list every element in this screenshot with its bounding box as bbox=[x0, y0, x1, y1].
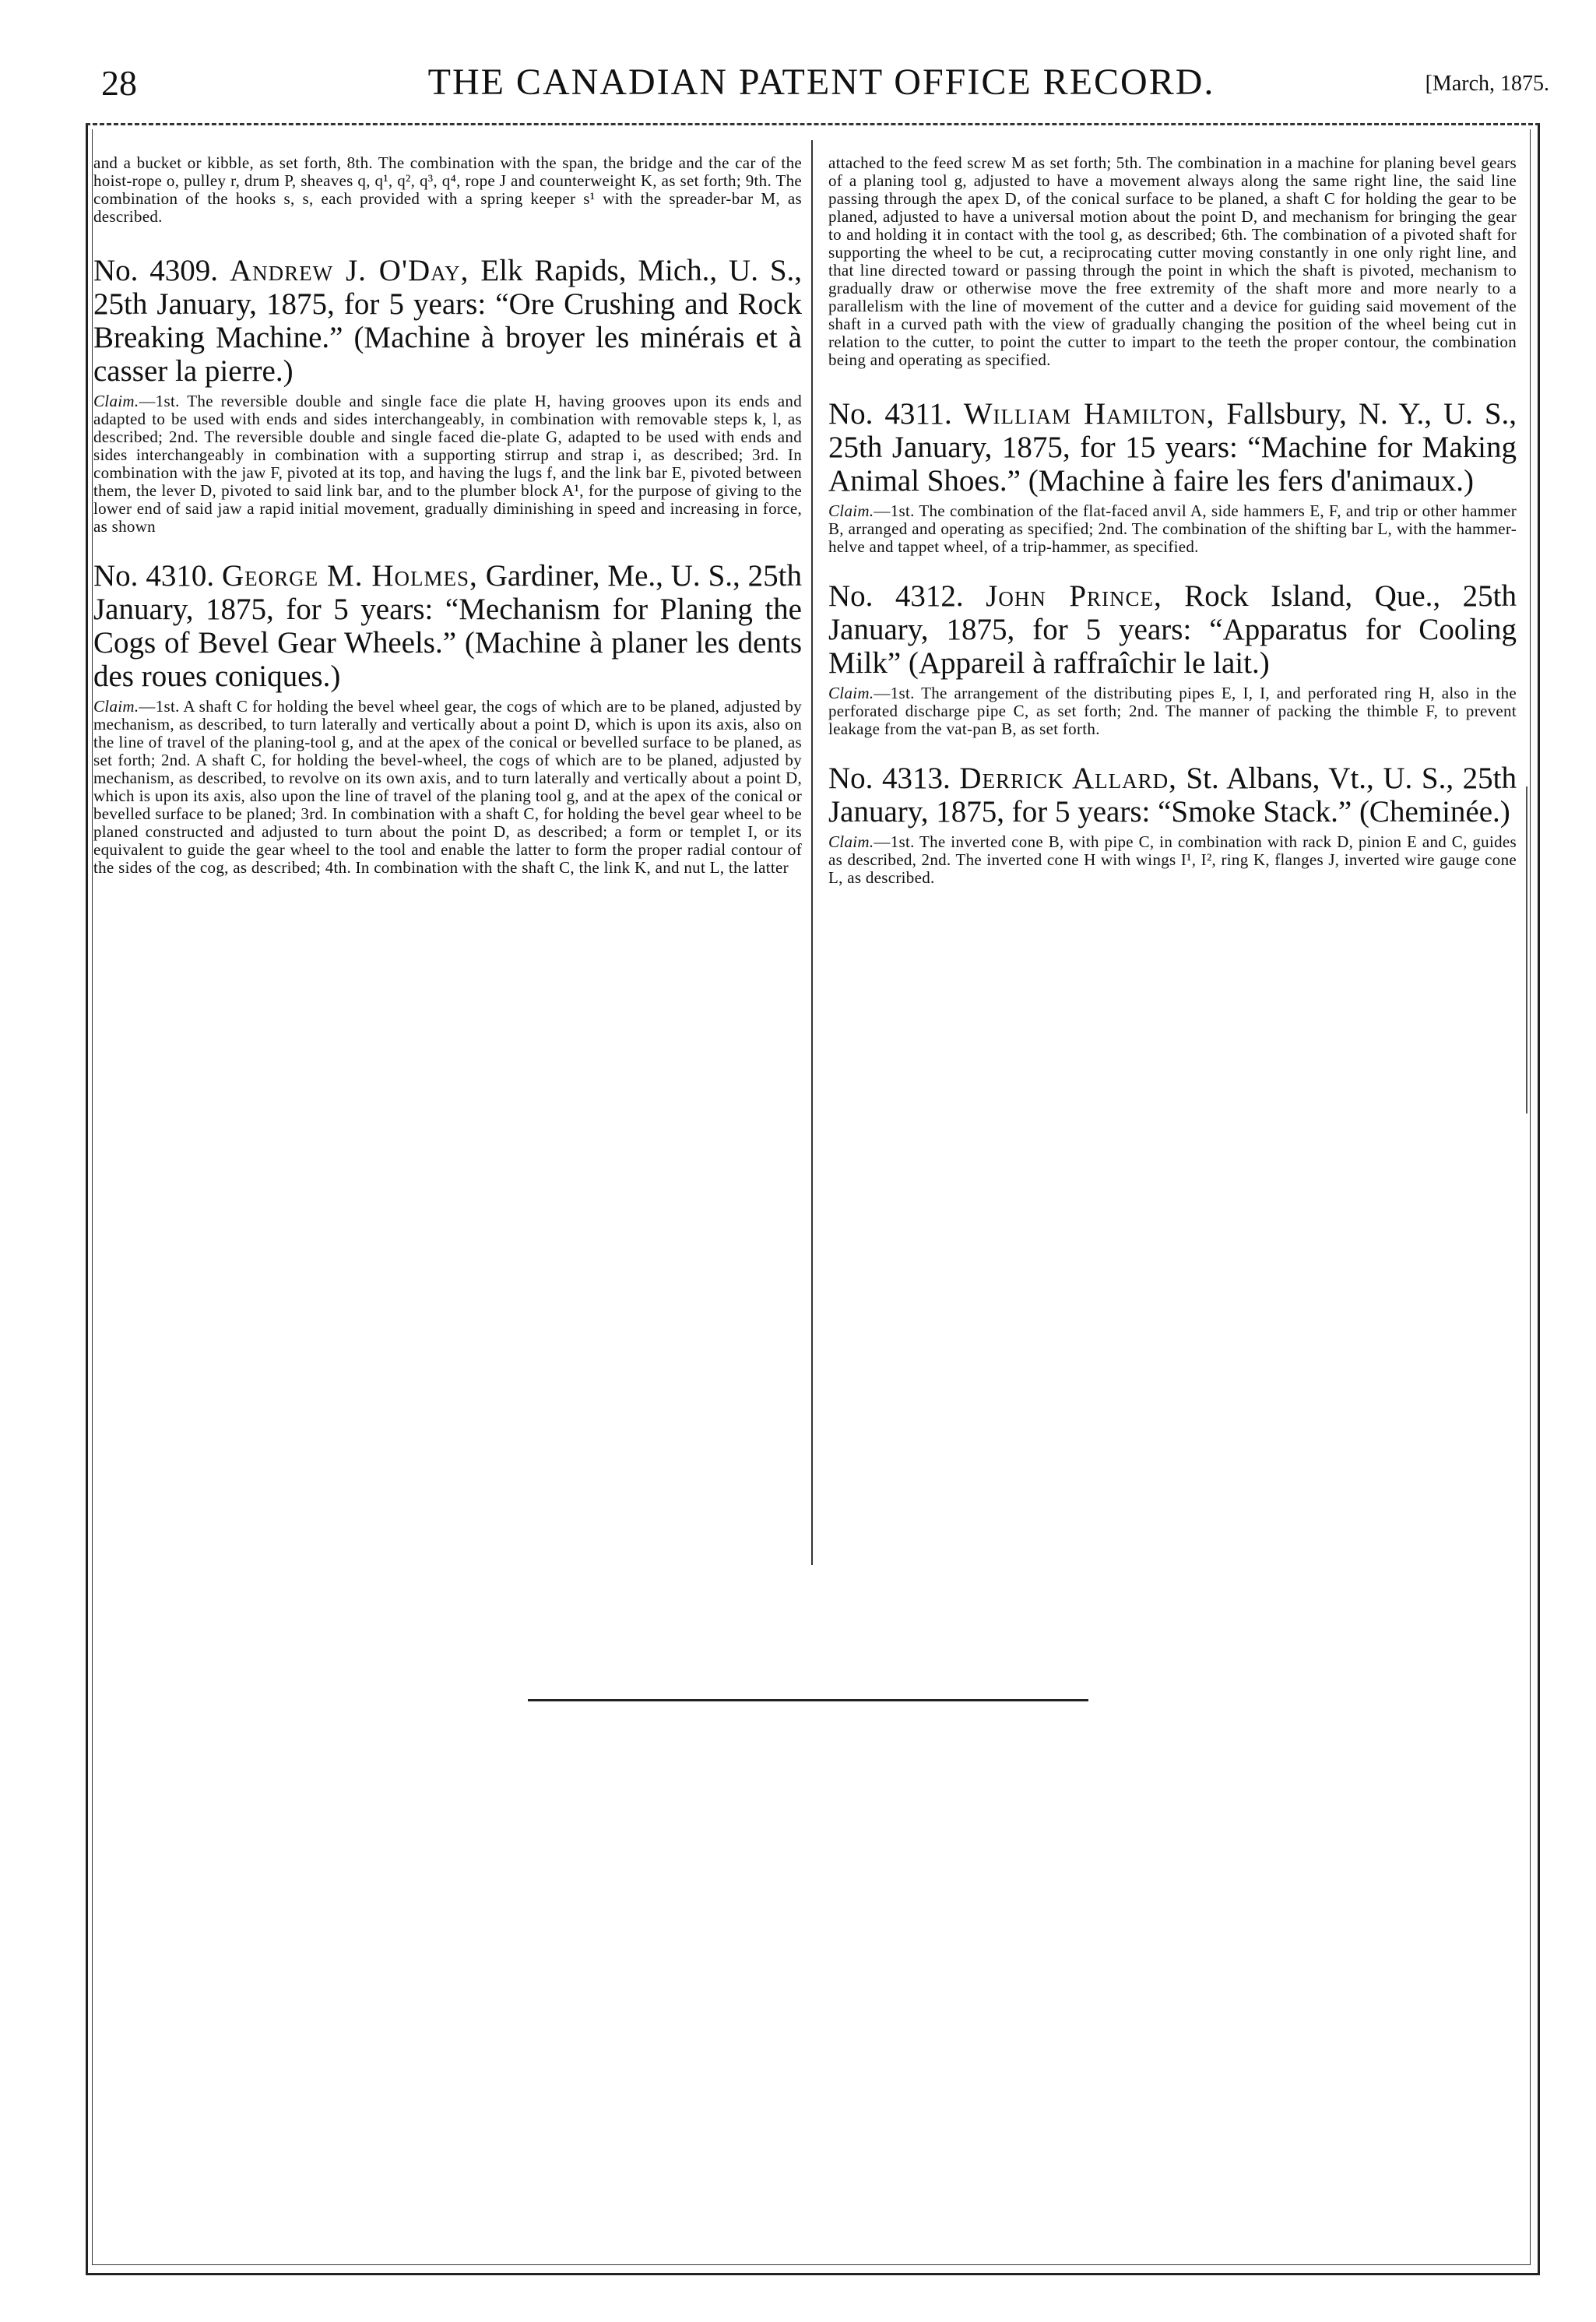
patent-details: St. Albans, Vt., U. S., 25th January, 1875, for 5 years: “Smoke Stack.” (Cheminée.) bbox=[828, 762, 1517, 829]
claim-paragraph bbox=[93, 698, 802, 877]
patent-number: No. 4311. bbox=[828, 397, 952, 431]
patent-entry bbox=[828, 397, 1517, 556]
continued-claim-text: attached to the feed screw M as set forth; 5th. The combination in a machine for planing bevel gears of a planing tool g, adjusted to have a movement always along the same right line, the said line passing through the apex D, of the conical surface to be planed, a shaft C for holding the gear to be planed, adjusted to have a universal motion about the point D, and mechanism for bringing the gear to and holding it in contact with the tool g, as described; 6th. The combination of a pivoted shaft for supporting the wheel to be cut, a reciprocating cutter moving constantly in one only right line, and that line directed toward or passing through the point in which the shaft is pivoted, mechanism to gradually draw or otherwise move the free extremity of the shaft more and more nearly to a parallelism with the line of movement of the cutter and a device for guiding said movement of the shaft in a curved path with the view of gradually changing the position of the wheel being cut in relation to the cutter, to point the cutter to impart to the teeth the proper contour, the combination being and operating as specified. bbox=[828, 153, 1517, 369]
patentee-name: Andrew J. O'Day, bbox=[229, 254, 469, 287]
patent-number: No. 4312. bbox=[828, 579, 964, 613]
patent-number: No. 4309. bbox=[93, 254, 219, 287]
claim-label: Claim. bbox=[93, 697, 139, 716]
patentee-name: John Prince, bbox=[986, 579, 1162, 613]
page-number: 28 bbox=[101, 63, 137, 103]
entry-heading bbox=[93, 254, 802, 388]
claim-text: —1st. The combination of the flat-faced anvil A, side hammers E, F, and trip or other hammer B, arranged and operating as specified; 2nd. The combination of the shifting bar L, with the hammer-helve and tappet wheel, of a trip-hammer, as specified. bbox=[828, 501, 1517, 556]
claim-text: —1st. A shaft C for holding the bevel wheel gear, the cogs of which are to be planed, adjusted by mechanism, as described, to turn laterally and vertically about a point D, which is upon its axis, also on the line of travel of the planing-tool g, and at the apex of the conical or bevelled surface to be planed, as set forth; 2nd. A shaft C, for holding the bevel-wheel, the cogs of which are to be planed, adjusted by mechanism, as described, to revolve on its own axis, and to turn laterally and vertically about a point D, which is upon its axis, also upon the line of travel of the planing tool g, and at the apex of the conical or bevelled surface to be planed; 3rd. In combination with a shaft C, for holding the bevel gear wheel to be planed constructed and adjusted to turn about the point D, as described; a form or templet I, or its equivalent to guide the gear wheel to the tool and enable the latter to form the proper radial contour of the sides of the cog, as described; 4th. In combination with the shaft C, the link K, and nut L, the latter bbox=[93, 697, 802, 877]
continued-claim-text: and a bucket or kibble, as set forth, 8th. The combination with the span, the bridge and the car of the hoist-rope o, pulley r, drum P, sheaves q, q¹, q², q³, q⁴, rope J and counterweight K, as set forth; 9th. The combination of the hooks s, s, each provided with a spring keeper s¹ with the spreader-bar M, as described. bbox=[93, 153, 802, 226]
patentee-name: William Hamilton, bbox=[963, 397, 1215, 431]
claim-text: —1st. The arrangement of the distributing pipes E, I, I, and perforated ring H, also in the perforated discharge pipe C, as set forth; 2nd. The manner of packing the thimble F, to prevent leakage from the vat-pan B, as set forth. bbox=[828, 684, 1517, 738]
entry-heading bbox=[828, 397, 1517, 498]
claim-label: Claim. bbox=[93, 392, 139, 410]
claim-paragraph bbox=[828, 833, 1517, 887]
left-column bbox=[93, 154, 802, 900]
journal-title: THE CANADIAN PATENT OFFICE RECORD. bbox=[427, 62, 1215, 103]
patent-entry bbox=[93, 254, 802, 536]
patent-details: Elk Rapids, Mich., U. S., 25th January, 1875, for 5 years: “Ore Crushing and Rock Breaking Machine.” (Machine à broyer les minérais et à casser la pierre.) bbox=[93, 254, 803, 388]
claim-text: —1st. The inverted cone B, with pipe C, in combination with rack D, pinion E and C, guides as described, 2nd. The inverted cone H with wings I¹, I², ring K, flanges J, inverted wire gauge cone L, as described. bbox=[828, 832, 1517, 887]
claim-label: Claim. bbox=[828, 684, 874, 702]
patent-number: No. 4313. bbox=[828, 762, 951, 795]
claim-label: Claim. bbox=[828, 832, 874, 851]
claim-text: —1st. The reversible double and single face die plate H, having grooves upon its ends and adapted to be used with ends and sides interchangeably, in combination with removable steps k, l, as described; 2nd. The reversible double and single faced die-plate G, adapted to be used with ends and sides interchangeably in combination with a supporting stirrup and strap i, as described; 3rd. In combination with the jaw F, pivoted at its top, and having the lugs f, and the link bar E, pivoted between them, the lever D, pivoted to said link bar, and to the plumber block A¹, for the purpose of giving to the lower end of said jaw a rapid initial movement, gradually diminishing in speed and increasing in force, as shown bbox=[93, 392, 802, 536]
right-column bbox=[828, 154, 1517, 910]
patent-entry bbox=[93, 559, 802, 877]
patent-number: No. 4310. bbox=[93, 559, 215, 593]
claim-paragraph bbox=[93, 392, 802, 536]
page-header bbox=[93, 55, 1549, 117]
claim-label: Claim. bbox=[828, 501, 874, 520]
patentee-name: George M. Holmes, bbox=[221, 559, 478, 593]
patent-details: Gardiner, Me., U. S., 25th January, 1875, for 5 years: “Mechanism for Planing the Cogs of Bevel Gear Wheels.” (Machine à planer les dents des roues coniques.) bbox=[93, 559, 803, 693]
patentee-name: Derrick Allard, bbox=[959, 762, 1177, 795]
end-rule bbox=[528, 1699, 1088, 1701]
patent-entry bbox=[828, 762, 1517, 887]
patent-entry bbox=[828, 579, 1517, 738]
claim-paragraph bbox=[828, 684, 1517, 738]
issue-date: [March, 1875. bbox=[1425, 72, 1549, 96]
patent-details: Rock Island, Que., 25th January, 1875, for 5 years: “Apparatus for Cooling Milk” (Appareil à raffraîchir le lait.) bbox=[828, 579, 1517, 680]
margin-rule bbox=[1526, 786, 1527, 1114]
claim-paragraph bbox=[828, 502, 1517, 556]
column-divider bbox=[811, 140, 813, 1565]
entry-heading bbox=[93, 559, 802, 693]
entry-heading bbox=[828, 579, 1517, 680]
patent-details: Fallsbury, N. Y., U. S., 25th January, 1875, for 15 years: “Machine for Making Animal Shoes.” (Machine à faire les fers d'animaux.) bbox=[828, 397, 1517, 498]
entry-heading bbox=[828, 762, 1517, 829]
